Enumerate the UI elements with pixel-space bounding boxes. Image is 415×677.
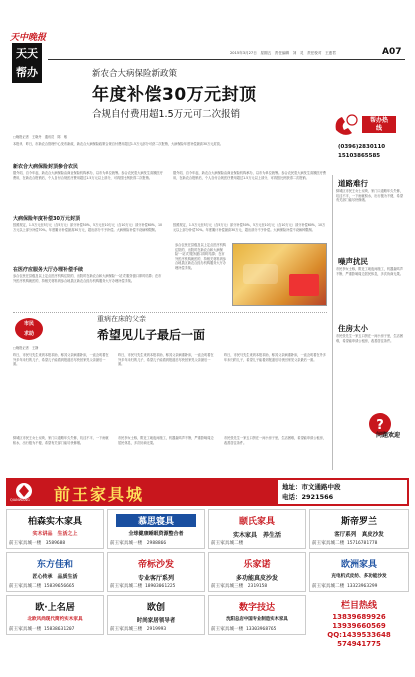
ad-dibiao[interactable] (107, 552, 205, 592)
market-byline: □晚报记者 王静 (13, 346, 39, 350)
ad-lejianuo[interactable] (208, 552, 306, 592)
paper-name: 天中晚报 (10, 33, 47, 43)
ad-floor: 前王家具城二楼 (211, 541, 244, 546)
market-side-text: 参合农民在县级及以上定点医疗机构住院的，出院时在新农合和大病保险'一站式'服务窗口即时结算；在市外医疗机构就医的，持相关材料到参合地县区新农合经办机构服务大厅办理补偿手续。 (175, 243, 226, 270)
ad-phone: 前王家具城一楼 3589688 (9, 541, 66, 546)
market-body-1: 昨日，市民马先生来到本报求助，称其父亲病重卧床，一直念叨着在外多年未归的儿子，希望儿子能看到报道后尽快回家见父亲最后一面。 (13, 353, 109, 367)
reply-badge (366, 410, 406, 440)
lead-subhead: 合规自付费用超1.5万元可二次报销 (92, 109, 241, 120)
ad-phone: 前王家具城一楼 15838631207 (9, 627, 75, 632)
column-hotline-number-1: 13839689926 (332, 613, 386, 621)
ad-shuzijida[interactable] (208, 595, 306, 635)
ad-ouchuang[interactable] (107, 595, 205, 635)
ad-name: 欧·上名居 (35, 603, 75, 613)
column-hotline-box (309, 595, 409, 668)
ad-slogan: 多功能真皮沙发 (235, 575, 278, 582)
ad-sidiluolan[interactable] (309, 509, 409, 549)
ad-phone: 前王家具城二楼 15716781778 (312, 541, 378, 546)
section-1-title: 新农合大病保险封顶参合农民 (13, 164, 79, 170)
market-badge (15, 318, 43, 340)
phone-icon (332, 112, 360, 138)
section-3-title: 在医疗应服务大厅办理补偿手续 (13, 267, 84, 273)
ad-name: 帝标沙发 (137, 560, 174, 570)
svg-text:?: ? (376, 418, 384, 433)
ad-slogan: 匠心传承 品质生活 (32, 574, 78, 580)
ad-phone: 前王家具城三楼 2919993 (110, 627, 167, 632)
lead-kicker: 新农合大病保险新政策 (92, 69, 178, 79)
ads-grid (6, 509, 409, 671)
ad-slogan: 实木讲品 生活之上 (32, 531, 78, 537)
masthead-rule (48, 59, 405, 60)
hotline-label-box (362, 116, 396, 133)
hotline-phone-2: 15103865585 (338, 153, 381, 159)
ad-name: 数字技达 (238, 603, 275, 613)
market-body-3: 昨日，市民马先生来到本报求助，称其父亲病重卧床，一直念叨着在外多年未归的儿子，希望儿子能看到报道后尽快回家见父亲最后一面。 (224, 353, 326, 362)
market-photo (232, 243, 327, 306)
ad-slogan: 客厅系列 真皮沙发 (334, 532, 384, 538)
ad-address-bar (6, 478, 409, 506)
column-hotline-number-2: 13939660569 (332, 622, 386, 630)
help-hotline-box (332, 110, 402, 170)
ad-mousi[interactable] (107, 509, 205, 549)
ad-name: 东方佳和 (36, 560, 73, 570)
ad-phone: 前王家具城一楼 2988866 (110, 541, 167, 546)
lead-body-col-2b: 按照规定，1.5万元至5万元（含5万元）部分补偿50%，5万元至10万元（含10万元）部分补偿60%，10万元以上部分补偿70%。年度累计补偿最高30万元，超出部分不予补偿。大病保险补偿不设病种限制。 (173, 223, 326, 232)
column-hotline-number-3: 574941775 (337, 640, 381, 648)
ad-name: 乐家诺 (243, 560, 271, 570)
right-title-3: 住房太小 (338, 324, 368, 333)
address-label: 地址： (282, 483, 302, 491)
ad-ouzhou[interactable] (309, 552, 409, 592)
lead-intro: 本报讯 昨日，市新农合管理中心发布新政，新农合大病保险政策合规自付费用超过1.5万元部分可获二次报销，大病保险年度补偿最高30万元封顶。 (13, 142, 223, 146)
ad-phone: 前王家具城二楼 13323963299 (312, 584, 378, 589)
ad-name: 颐氏家具 (238, 517, 275, 527)
lead-headline: 年度补偿30万元封顶 (92, 85, 257, 105)
hotline-phone-1: (0396)2830110 (338, 144, 386, 150)
ad-baisen[interactable] (6, 509, 104, 549)
ad-slogan: 时尚家居领导者 (136, 618, 176, 624)
market-badge-text: 市民求助 (23, 321, 34, 337)
market-kicker: 重病在床的父亲 (97, 315, 146, 323)
hotline-label: 帮办热线 (369, 117, 388, 132)
qianwang-logo-sub: QIANWANG (10, 498, 30, 502)
photo-highlight (243, 264, 278, 284)
story-divider (13, 312, 327, 313)
phone-value: 2921566 (301, 493, 334, 501)
page-number: A07 (382, 47, 402, 57)
market-body-5: 市民李女士称，附近工地夜间施工，机器轰鸣声不断，严重影响周边居民休息，多次协商无果。 (118, 436, 214, 445)
ad-phone: 前王家具城三楼 2319158 (211, 584, 268, 589)
right-column-divider (332, 175, 333, 470)
lead-body-col-2: 据介绍，自今年起，新农合大病保险由商业保险机构承办，以市为单位统筹。参合农民患大病发生高额医疗费用，在新农合报销后，个人自付合规医疗费用超过1.5万元以上部分，可再按比例获得二次报销。 (173, 171, 326, 180)
ad-name: 欧洲家具 (340, 560, 377, 570)
qianwang-logo-text: 前王家具城 (54, 485, 145, 504)
ad-phone: 前王家具城二楼 15839656665 (9, 584, 75, 589)
date-line: 2015年3月27日 星期五 责任编辑 刘 灵 责任校对 王惠君 (230, 51, 336, 55)
ad-slogan: 实木家具 养生活 (232, 532, 281, 539)
section-1-body: 据介绍，自今年起，新农合大病保险由商业保险机构承办，以市为单位统筹。参合农民患大病发生高额医疗费用，在新农合报销后，个人自付合规医疗费用超过1.5万元以上部分，可再按比例获得二次报销。 (13, 171, 163, 180)
ad-phone: 前王家具城二楼 18903061225 (110, 584, 176, 589)
section-2-title: 大病保险年度补偿30万元封顶 (13, 216, 80, 222)
ad-name: 欧创 (146, 603, 165, 613)
ad-name: 柏森实木家具 (27, 517, 82, 527)
ad-name: 慕思寝具 (116, 514, 196, 527)
reply-label: 问题欢迎 (376, 432, 401, 439)
column-hotline-title: 栏目热线 (340, 601, 377, 611)
right-body-1: 驿城区市民王女士反映，家门口道路年久失修，坑洼不平，一下雨就积水，出行极为不便，希望有关部门能尽快修缮。 (336, 189, 403, 203)
ad-slogan: 沈阳总店中国专业制造实木家具 (226, 617, 288, 622)
ad-slogan: 全球健康睡眠资源整合者 (128, 531, 184, 537)
phone-label: 电话： (282, 493, 302, 501)
right-body-2: 市民李女士称，附近工地夜间施工，机器轰鸣声不断，严重影响周边居民休息，多次协商无果。 (336, 267, 403, 276)
photo-sign (289, 274, 319, 296)
market-body-4: 驿城区市民王女士反映，家门口道路年久失修，坑洼不平，一下雨就积水，出行极为不便，希望有关部门能尽快修缮。 (13, 436, 109, 445)
ad-yishi[interactable] (208, 509, 306, 549)
section-2-body: 按照规定，1.5万元至5万元（含5万元）部分补偿50%，5万元至10万元（含10万元）部分补偿60%，10万元以上部分补偿70%。年度累计补偿最高30万元，超出部分不予补偿。大病保险补偿不设病种限制。 (13, 223, 163, 232)
ad-dongfang[interactable] (6, 552, 104, 592)
column-hotline-qq: QQ:1439533648 (327, 631, 391, 639)
market-headline: 希望见儿子最后一面 (97, 328, 206, 342)
right-column (336, 178, 406, 468)
ad-phone: 前王家具城一楼 13303968765 (211, 627, 277, 632)
right-title-1: 道路难行 (338, 179, 368, 188)
ad-slogan: 专业客厅系列 (137, 575, 174, 582)
column-name-box (12, 43, 42, 83)
market-body-6: 市民张先生一家五口挤在一间小房子里，生活困难，希望能申请公租房，改善居住条件。 (224, 436, 326, 445)
ad-oushangming[interactable] (6, 595, 104, 635)
ad-slogan: 充电机式皮纺、多功能沙发 (331, 574, 387, 579)
column-name: 天天帮办 (16, 47, 38, 79)
lead-byline: □晚报记者 王晓丹 通讯员 陈 敏 (13, 135, 68, 139)
address-box (278, 480, 407, 504)
right-body-3: 市民张先生一家五口挤在一间小房子里，生活困难，希望能申请公租房，改善居住条件。 (336, 334, 403, 343)
section-3-body: 参合农民在县级及以上定点医疗机构住院的，出院时在新农合和大病保险'一站式'服务窗口即时结算；在市外医疗机构就医的，持相关材料到参合地县区新农合经办机构服务大厅办理补偿手续。 (13, 274, 162, 283)
right-title-2: 噪声扰民 (338, 257, 368, 266)
ad-name: 斯帝罗兰 (340, 517, 377, 527)
market-body-2: 昨日，市民马先生来到本报求助，称其父亲病重卧床，一直念叨着在外多年未归的儿子，希望儿子能看到报道后尽快回家见父亲最后一面。 (118, 353, 214, 367)
ad-slogan: 北欧风尚现代简约实木家具 (27, 617, 83, 622)
address-value: 市文通路中段 (301, 483, 341, 491)
